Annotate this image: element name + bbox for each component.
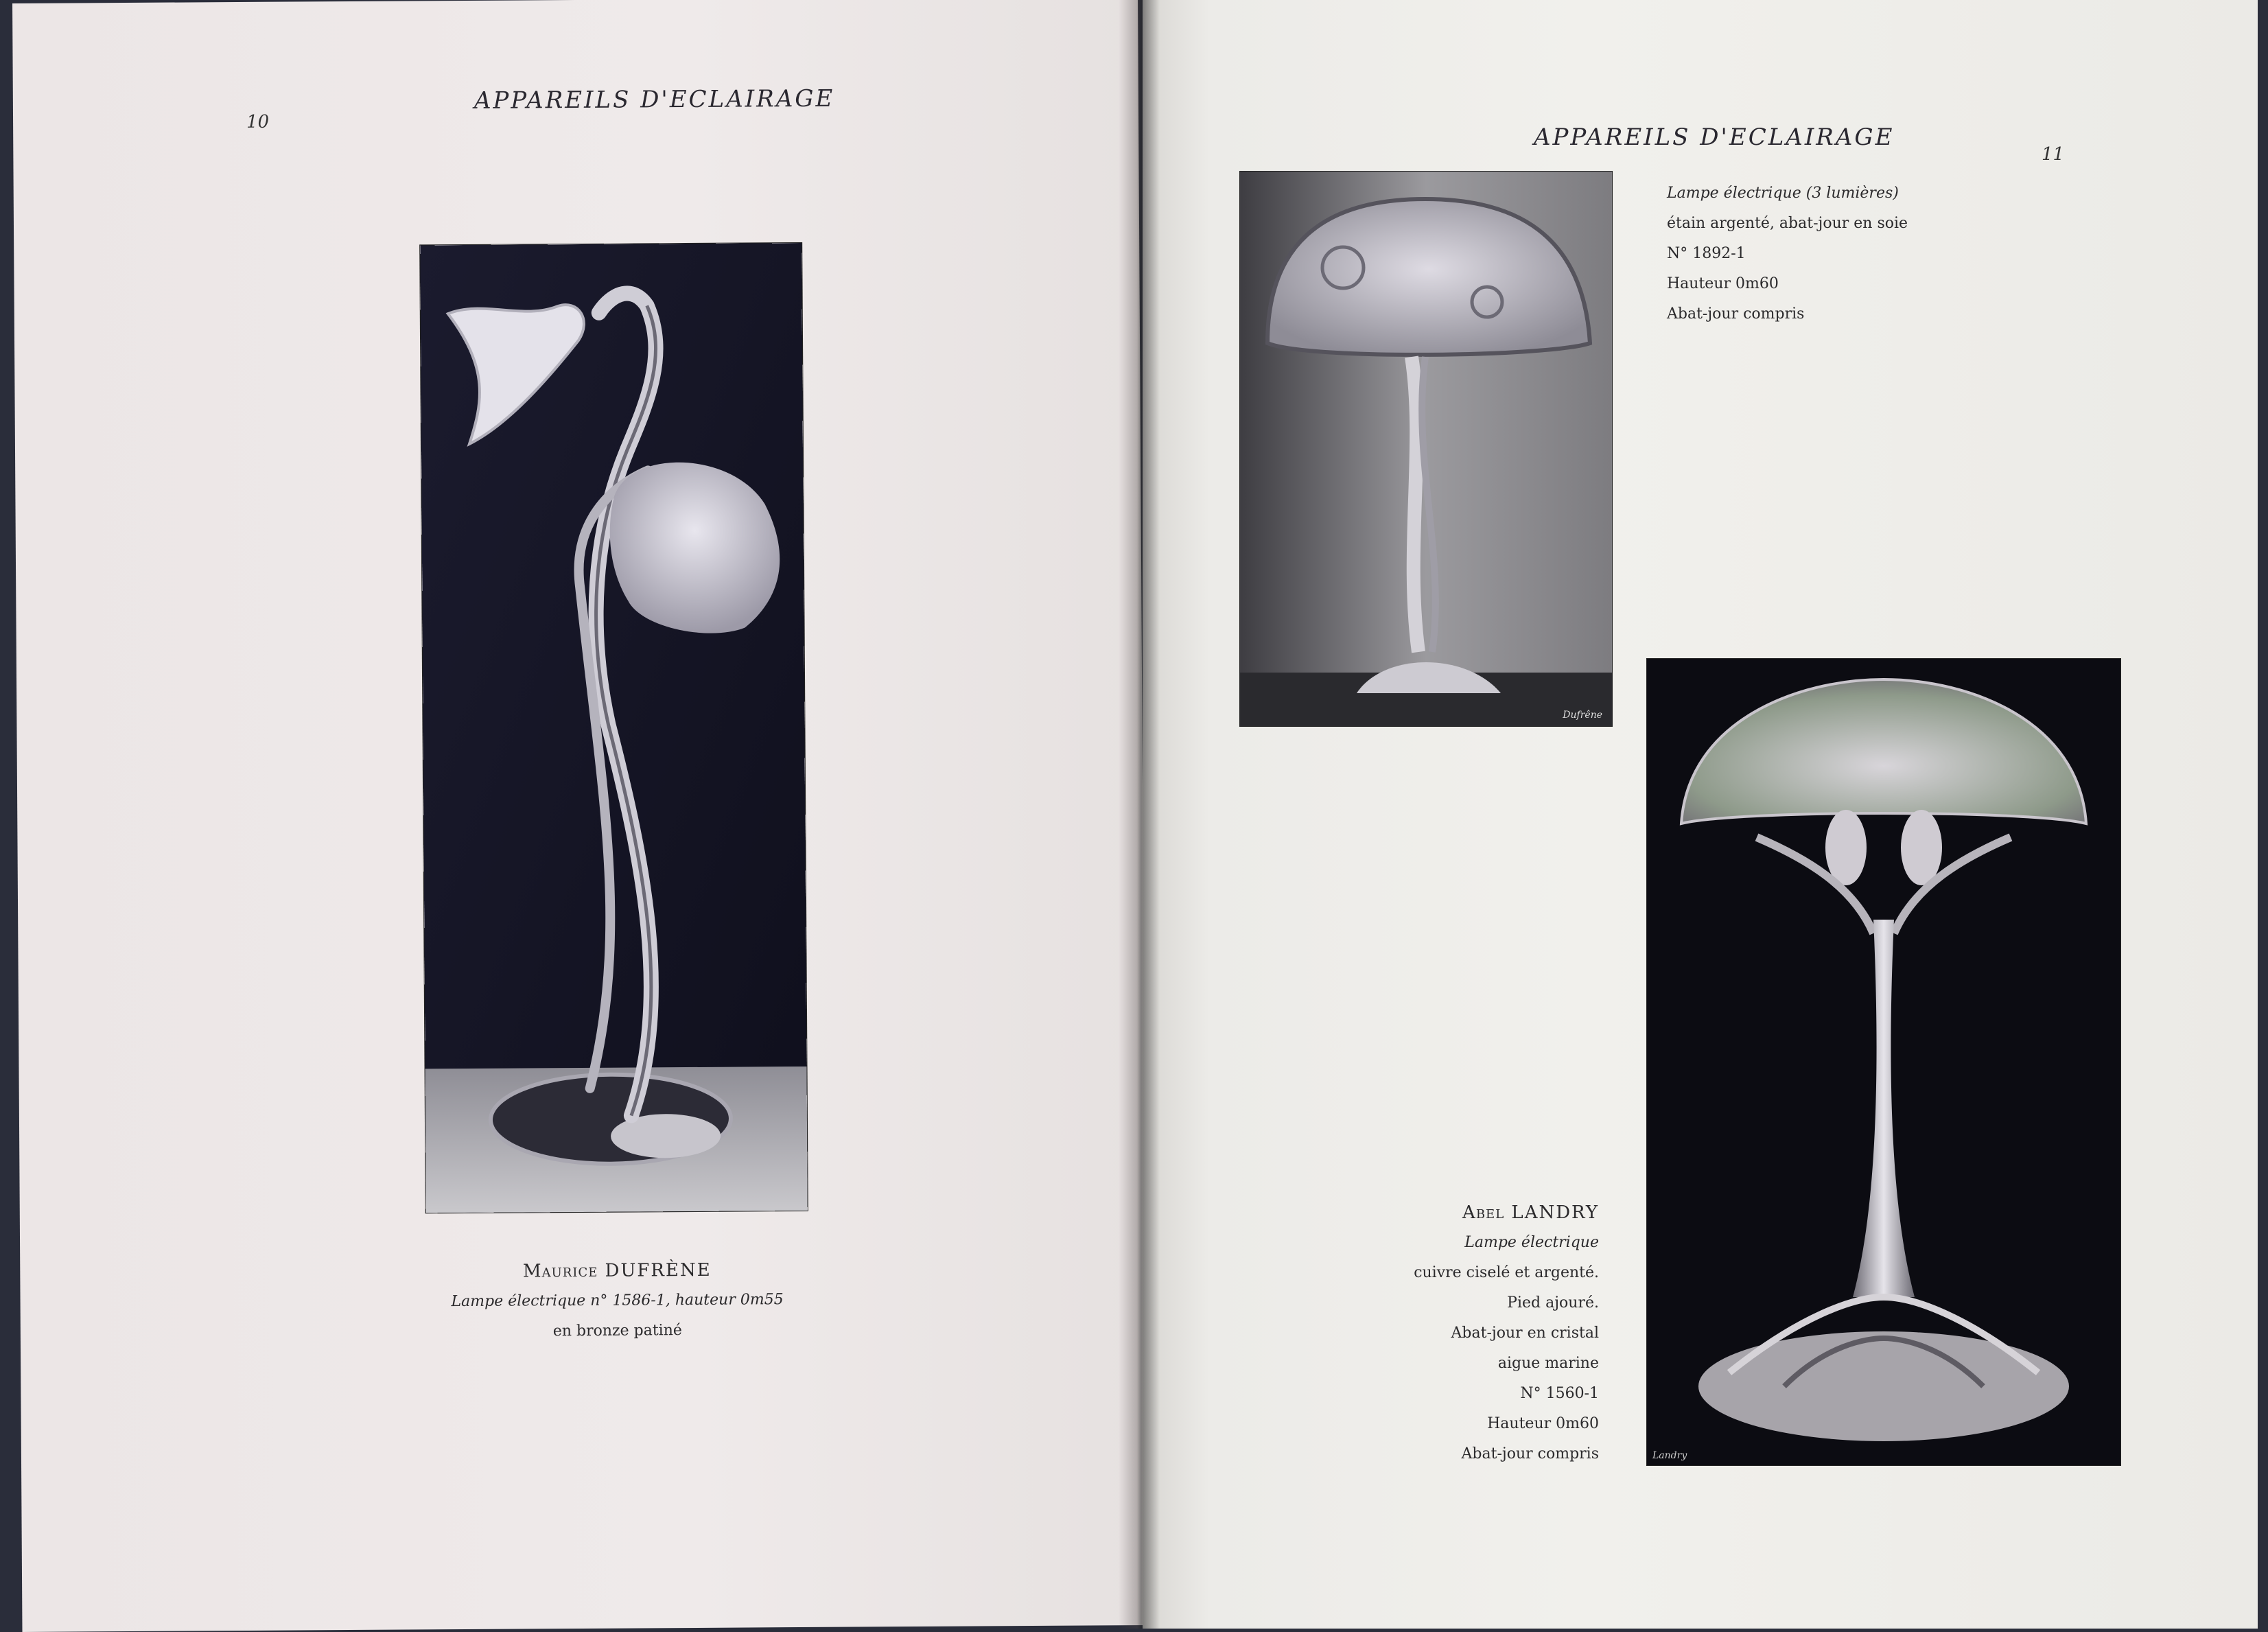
caption-line: N° 1892-1 <box>1667 245 1746 262</box>
left-page <box>12 0 1147 1632</box>
running-header: APPAREILS D'ECLAIRAGE <box>1534 124 1895 151</box>
caption-line: Hauteur 0m60 <box>1487 1415 1599 1432</box>
caption-line: étain argenté, abat-jour en soie <box>1667 215 1908 232</box>
caption-line: Lampe électrique <box>1464 1234 1599 1251</box>
caption-line: Lampe électrique n° 1586-1, hauteur 0m55 <box>451 1291 784 1311</box>
right-page <box>1143 0 2258 1629</box>
designer-first-name: Abel <box>1462 1202 1505 1223</box>
lamp-illustration <box>1240 172 1612 726</box>
caption-line: aigue marine <box>1497 1355 1599 1372</box>
caption-line: Abat-jour en cristal <box>1451 1325 1599 1342</box>
page-number: 10 <box>246 111 270 132</box>
lamp-illustration <box>1647 659 2120 1465</box>
dufrene-lamp-photo <box>420 243 808 1213</box>
caption-line: Pied ajouré. <box>1507 1294 1599 1312</box>
caption-line: Hauteur 0m60 <box>1667 275 1779 292</box>
landry-lamp-photo <box>1647 659 2120 1465</box>
running-header: APPAREILS D'ECLAIRAGE <box>474 84 835 115</box>
tin-lamp-photo <box>1240 172 1612 726</box>
caption-line: Abat-jour compris <box>1667 305 1805 323</box>
book-gutter <box>1119 0 1160 1629</box>
designer-last-name: DUFRÈNE <box>605 1259 712 1281</box>
page-number: 11 <box>2042 144 2065 165</box>
photo-signature: Landry <box>1652 1450 1687 1461</box>
designer-name <box>1280 1198 1599 1228</box>
dufrene-caption <box>377 1255 858 1348</box>
designer-name <box>377 1255 857 1287</box>
caption-line: Abat-jour compris <box>1461 1445 1599 1462</box>
designer-last-name: LANDRY <box>1511 1202 1599 1223</box>
designer-first-name: Maurice <box>522 1260 598 1282</box>
tin-lamp-caption <box>1667 178 1908 329</box>
landry-caption <box>1280 1198 1599 1469</box>
lamp-illustration <box>420 243 808 1213</box>
caption-line: en bronze patiné <box>552 1322 682 1340</box>
caption-line: N° 1560-1 <box>1520 1385 1599 1402</box>
photo-signature: Dufrêne <box>1563 710 1602 721</box>
caption-line: cuivre ciselé et argenté. <box>1414 1264 1599 1281</box>
caption-line: Lampe électrique (3 lumières) <box>1667 185 1899 202</box>
